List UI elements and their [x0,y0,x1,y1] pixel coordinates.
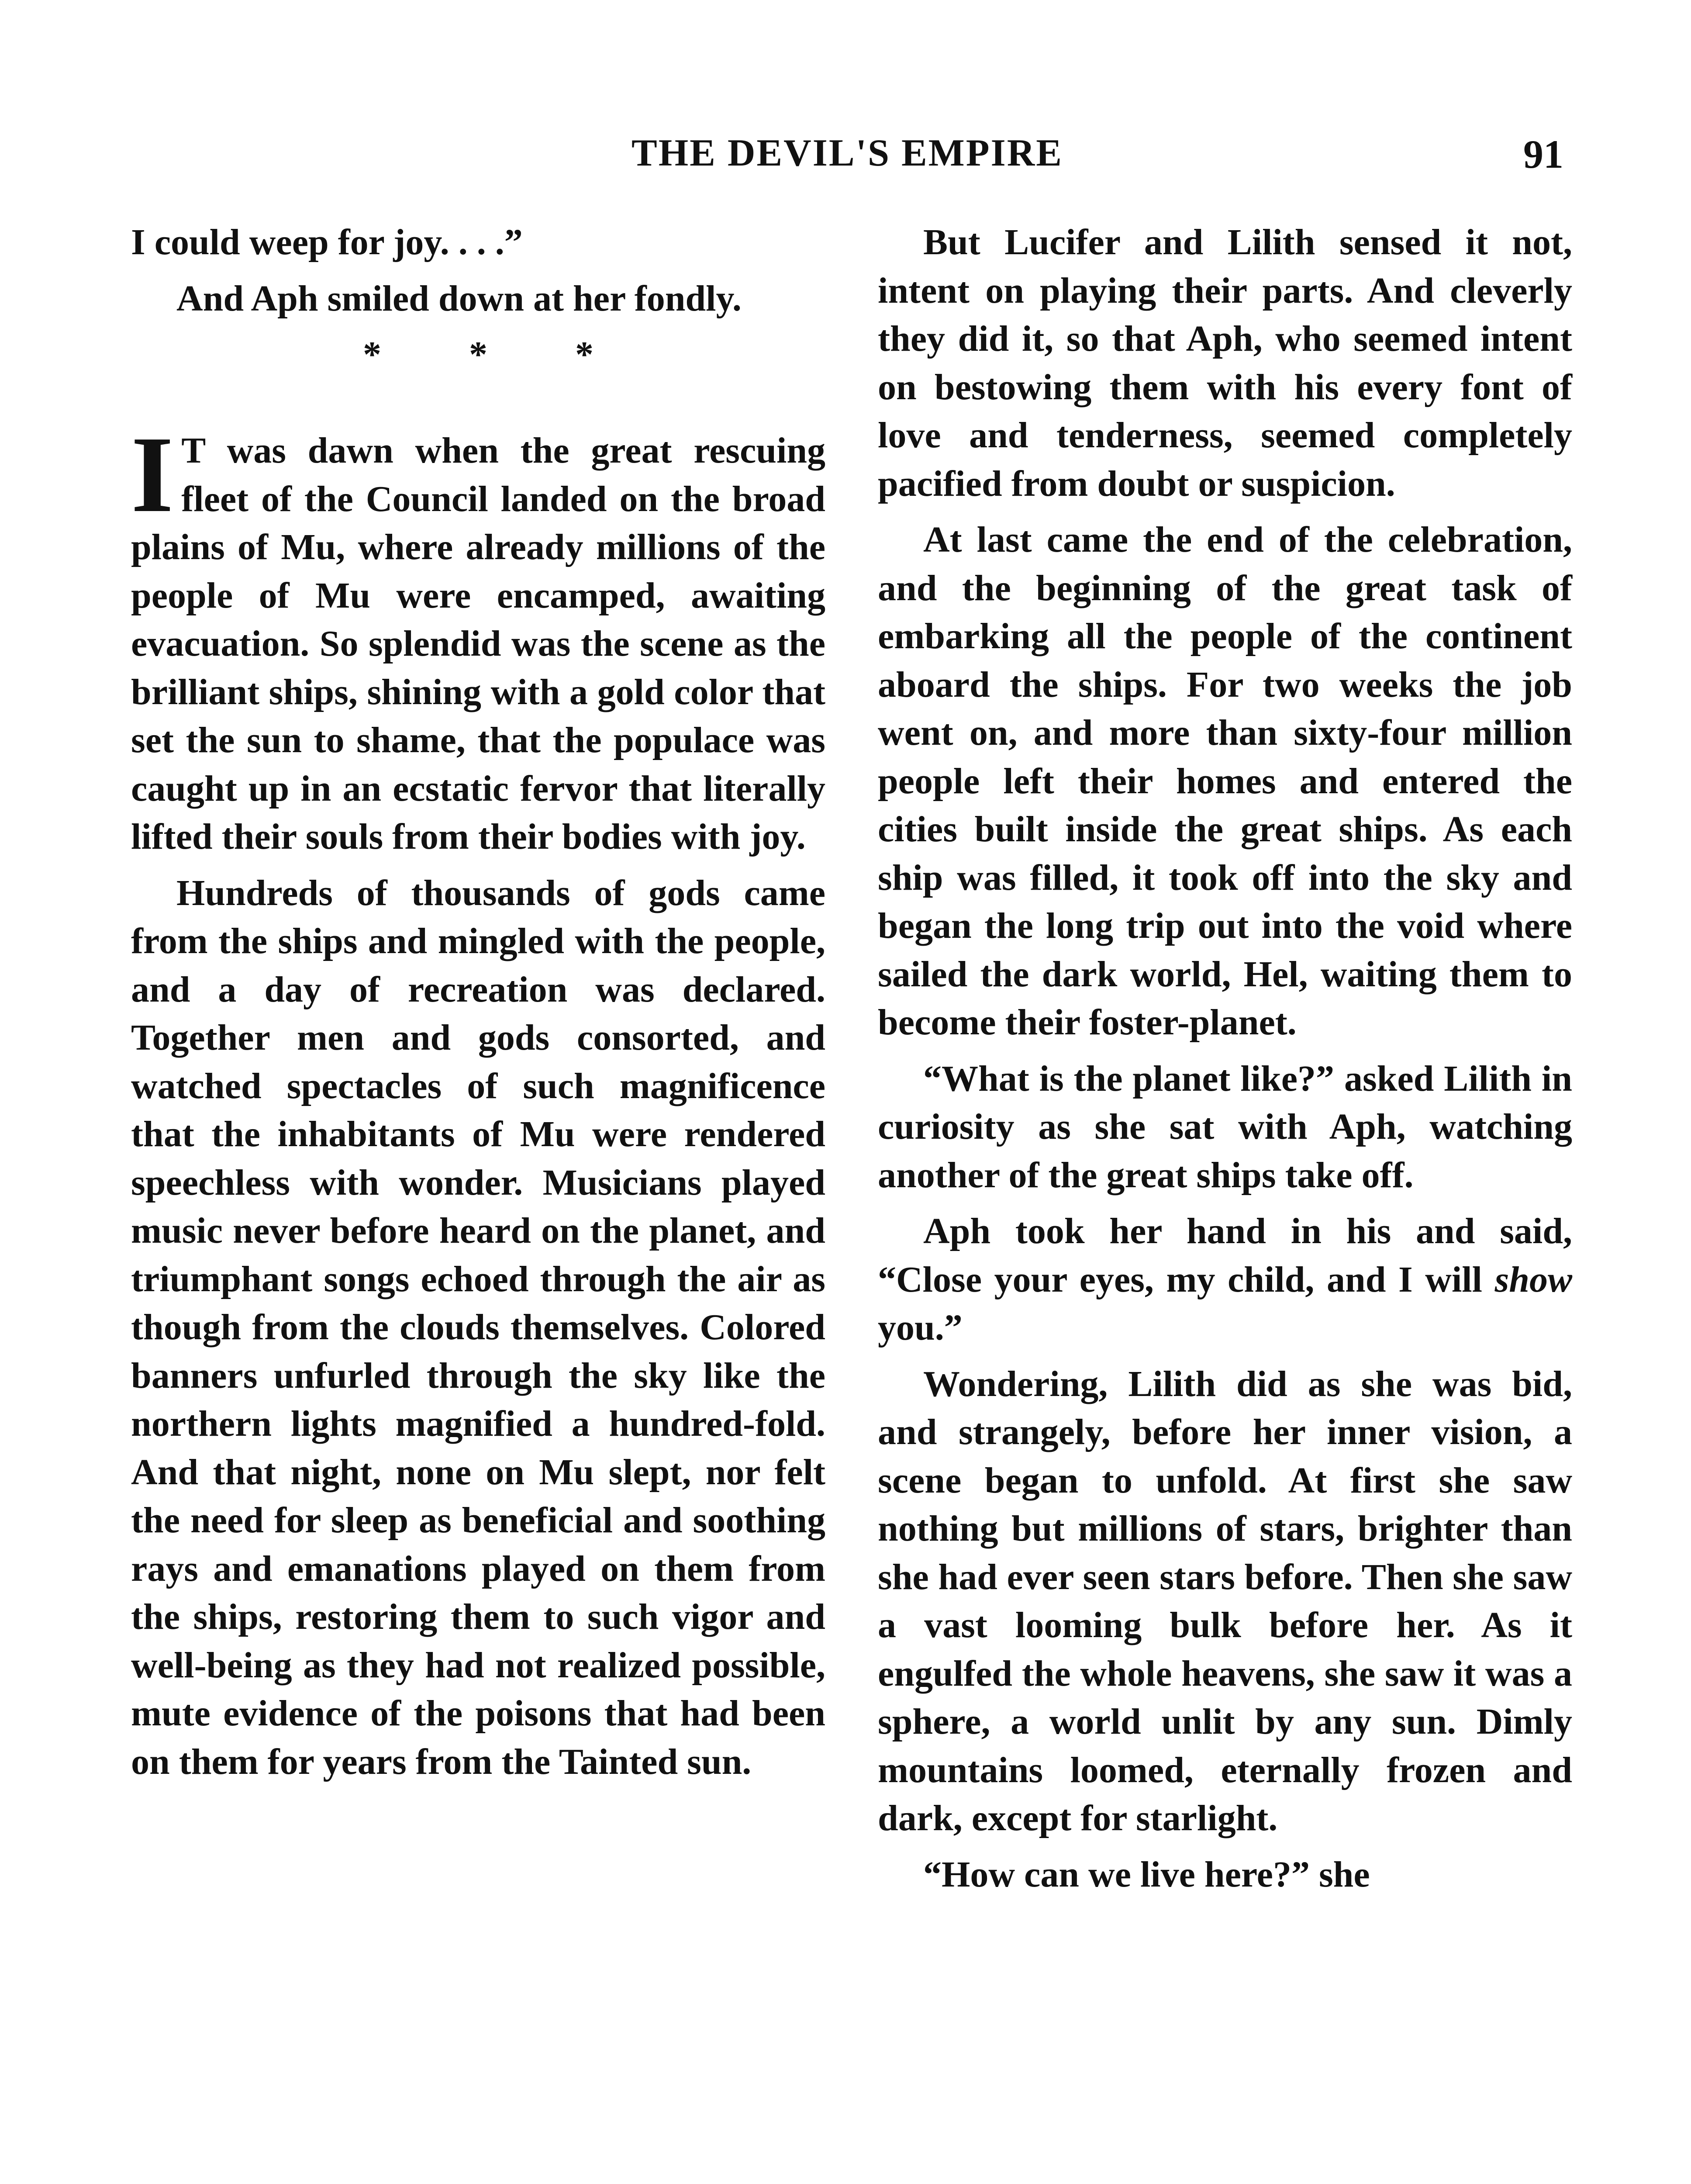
paragraph-text: Aph took her hand in his and said, “Close your eyes, my child, and I will [878,1211,1572,1300]
paragraph: “What is the planet like?” asked Lilith in curiosity as she sat with Aph, watching another of the great ships take off. [878,1058,1572,1196]
right-column [878,218,1572,1907]
paragraph: I could weep for joy. . . .” [131,222,523,263]
paragraph: Hundreds of thousands of gods came from the ships and mingled with the people, and a day of recreation was declared. Together men and gods consorted, and watched spectacles of such magnificence that the inhabitants of Mu were rendered speechless with wonder. Musicians played music never before heard on the planet, and triumphant songs echoed through the air as though from the clouds themselves. Colored banners unfurled through the sky like the northern lights magnified a hundred-fold. And that night, none on Mu slept, nor felt the need for sleep as beneficial and soothing rays and emanations played on them from the ships, restoring them to such vigor and well-being as they had not realized possible, mute evidence of the poisons that had been on them for years from the Tainted sun. [131,872,825,1782]
emphasis: show [1494,1259,1572,1300]
page-header [131,131,1563,179]
paragraph: Wondering, Lilith did as she was bid, and strangely, before her inner vision, a scene began to unfold. At first she saw nothing but millions of stars, brighter than she had ever seen stars before. Then she saw a vast looming bulk before her. As it engulfed the whole heavens, she saw it was a sphere, a world unlit by any sun. Dimly mountains loomed, eternally frozen and dark, except for starlight. [878,1363,1572,1838]
paragraph: “How can we live here?” she [923,1854,1370,1895]
drop-cap: I [131,414,174,535]
paragraph-text: you.” [878,1307,963,1348]
paragraph-dropcap [131,414,825,861]
paragraph: At last came the end of the celebration, and the beginning of the great task of embarking all the people of the continent aboard the ships. For two weeks the job went on, and more than sixty-four million people left their homes and entered the cities built inside the great ships. As each ship was filled, it took off into the sky and began the long trip out into the void where sailed the dark world, Hel, waiting them to become their foster-planet. [878,519,1572,1043]
running-title: THE DEVIL'S EMPIRE [632,132,1063,174]
paragraph-text: T was dawn when the great rescuing fleet of the Council landed on the broad plains of Mu, where already millions of the people of Mu were encamped, awaiting evacuation. So splendid was the scene as the brilliant ships, shining with a gold color that set the sun to shame, that the populace was caught up in an ecstatic fervor that literally lifted their souls from their bodies with joy. [131,430,825,857]
paragraph: And Aph smiled down at her fondly. [176,278,742,319]
left-column [131,218,825,1794]
paragraph [878,1207,1572,1352]
scene-break: * * * [363,334,633,375]
paragraph: But Lucifer and Lilith sensed it not, intent on playing their parts. And cleverly they did it, so that Aph, who seemed intent on bestowing them with his every font of love and tenderness, seemed completely pacified from doubt or suspicion. [878,222,1572,504]
page-number: 91 [1523,132,1563,176]
